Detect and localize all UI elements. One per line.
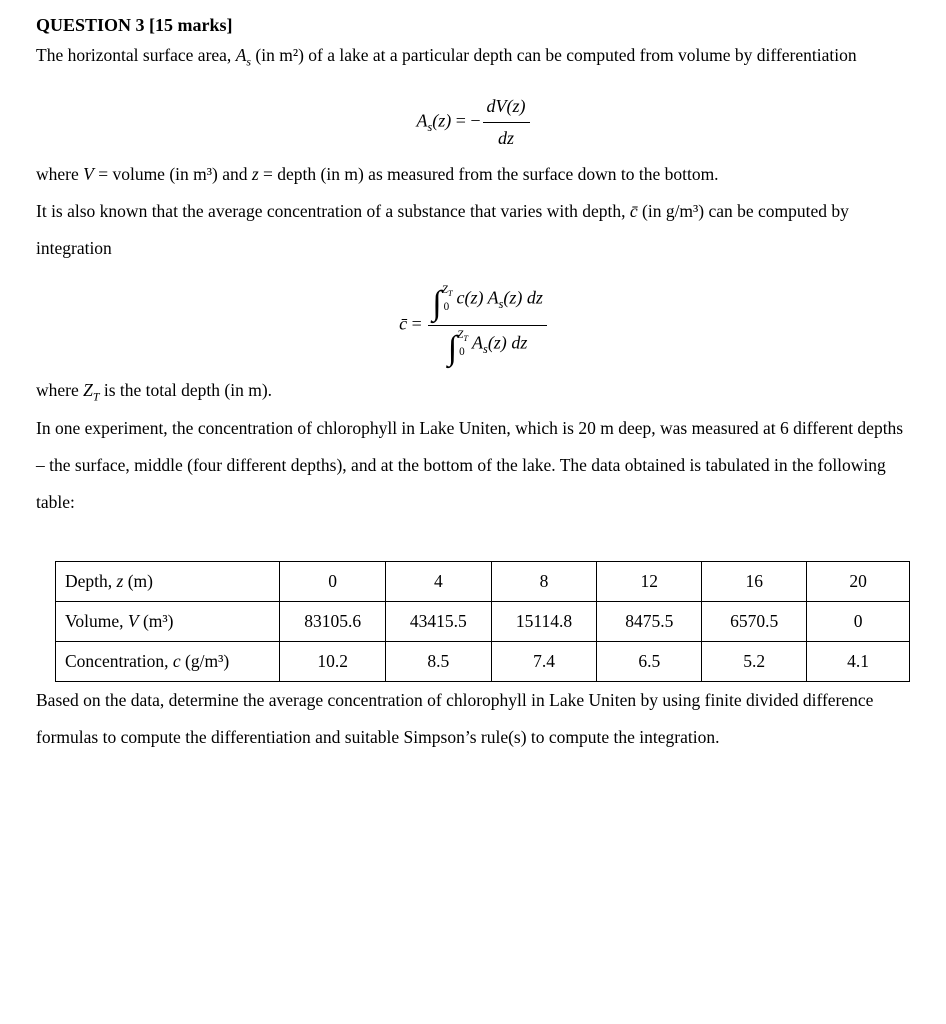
- fraction-numerator: [428, 285, 547, 325]
- experiment-paragraph: In one experiment, the concentration of chlorophyll in Lake Uniten, which is 20 m deep, was measured at 6 different depths – the surface, middle (four different depths), and at the bottom of the lake. The data obtained is tabulated in the following table:: [36, 417, 904, 513]
- fraction-numerator: dV(z): [483, 95, 530, 122]
- math-subscript: T: [447, 289, 453, 299]
- lower-limit: 0: [459, 345, 465, 358]
- math-run: dz: [526, 287, 543, 308]
- row-label: [56, 602, 280, 642]
- math-subscript: s: [483, 341, 488, 356]
- math-subscript: s: [498, 297, 504, 312]
- text-run: (in m²) of a lake at a particular depth can be computed from volume by differentiation: [251, 45, 857, 66]
- text-run: (in g/m³) can be computed by integration: [36, 201, 849, 259]
- upper-limit: [442, 285, 453, 299]
- integration-intro-paragraph: [36, 193, 910, 267]
- fraction: [428, 285, 547, 366]
- task-paragraph: Based on the data, determine the average concentration of chlorophyll in Lake Uniten by using finite divided difference formulas to compute the differentiation and suitable Simpson’s rule(s) to compute the integration.: [36, 690, 874, 748]
- math-var-c: c: [172, 651, 181, 672]
- average-concentration-formula: [36, 285, 910, 366]
- text-run: is the total depth (in m).: [99, 380, 273, 401]
- table-cell: 8475.5: [597, 602, 702, 642]
- math-var-As: A: [235, 45, 247, 66]
- text-run: = depth (in m) as measured from the surface down to the bottom.: [258, 163, 719, 184]
- measurement-data-table: [55, 561, 910, 682]
- table-cell: 43415.5: [386, 602, 492, 642]
- table-cell: 8: [491, 562, 597, 602]
- math-var-As: A: [472, 332, 484, 353]
- math-argument: (z): [432, 110, 452, 131]
- math-var-Z: Z: [457, 328, 464, 341]
- math-var-cbar: c̄: [629, 201, 638, 221]
- math-run: dz: [511, 332, 528, 353]
- text-run: (m): [123, 571, 153, 592]
- volume-definition-paragraph: [36, 156, 910, 193]
- text-run: The horizontal surface area,: [36, 45, 236, 66]
- math-var-As: A: [416, 110, 428, 131]
- text-run: = volume (in m³) and: [93, 163, 252, 184]
- surface-area-formula: [36, 95, 910, 150]
- math-var-Z: Z: [83, 380, 93, 401]
- table-cell: 16: [702, 562, 807, 602]
- fraction-denominator: [428, 326, 547, 366]
- table-row-volume: [56, 602, 910, 642]
- fraction-denominator: dz: [498, 127, 515, 148]
- table-cell: 12: [597, 562, 702, 602]
- text-run: Depth,: [65, 571, 117, 592]
- upper-limit: [457, 330, 468, 344]
- table-cell: 6.5: [597, 642, 702, 682]
- math-var-V: V: [127, 611, 139, 632]
- table-row-depth: [56, 562, 910, 602]
- table-cell: 10.2: [280, 642, 386, 682]
- math-var-cbar: c̄: [399, 313, 408, 334]
- math-subscript: s: [427, 120, 433, 135]
- lower-limit: 0: [443, 301, 450, 314]
- math-subscript: s: [246, 54, 252, 69]
- table-cell: 6570.5: [702, 602, 807, 642]
- row-label: [56, 562, 280, 602]
- math-argument: (z): [487, 332, 512, 353]
- table-cell: 0: [807, 602, 910, 642]
- question-heading: QUESTION 3 [15 marks]: [36, 15, 233, 35]
- table-cell: 15114.8: [491, 602, 597, 642]
- text-run: (m³): [138, 611, 174, 632]
- math-var-V: V: [83, 163, 94, 184]
- table-cell: 7.4: [491, 642, 597, 682]
- integral-limits: [457, 330, 468, 358]
- table-cell: 20: [807, 562, 910, 602]
- integral-limits: [442, 285, 453, 313]
- math-var-z: z: [251, 163, 259, 184]
- table-cell: 0: [280, 562, 386, 602]
- total-depth-paragraph: [36, 372, 910, 410]
- intro-paragraph: [36, 37, 910, 75]
- fraction: [483, 95, 530, 150]
- text-run: where: [36, 380, 84, 401]
- text-run: Volume,: [65, 611, 128, 632]
- table-row-concentration: [56, 642, 910, 682]
- math-run: c(z): [456, 287, 488, 308]
- text-run: It is also known that the average concentration of a substance that varies with depth,: [36, 201, 630, 221]
- table-cell: 4: [386, 562, 492, 602]
- row-label: [56, 642, 280, 682]
- math-subscript: T: [92, 389, 100, 404]
- integral-icon: ∫: [447, 329, 458, 367]
- text-run: Concentration,: [65, 651, 173, 672]
- integral-icon: ∫: [432, 285, 442, 323]
- math-subscript: T: [463, 333, 469, 343]
- table-cell: 5.2: [702, 642, 807, 682]
- table-cell: 83105.6: [280, 602, 386, 642]
- table-cell: 4.1: [807, 642, 910, 682]
- equals-minus: = −: [451, 110, 481, 131]
- math-var-Z: Z: [441, 284, 448, 297]
- equals-sign: =: [407, 313, 427, 334]
- text-run: where: [36, 163, 84, 184]
- math-var-z: z: [116, 571, 124, 592]
- math-var-As: A: [487, 287, 499, 308]
- text-run: (g/m³): [180, 651, 230, 672]
- table-cell: 8.5: [386, 642, 492, 682]
- math-argument: (z): [503, 287, 527, 308]
